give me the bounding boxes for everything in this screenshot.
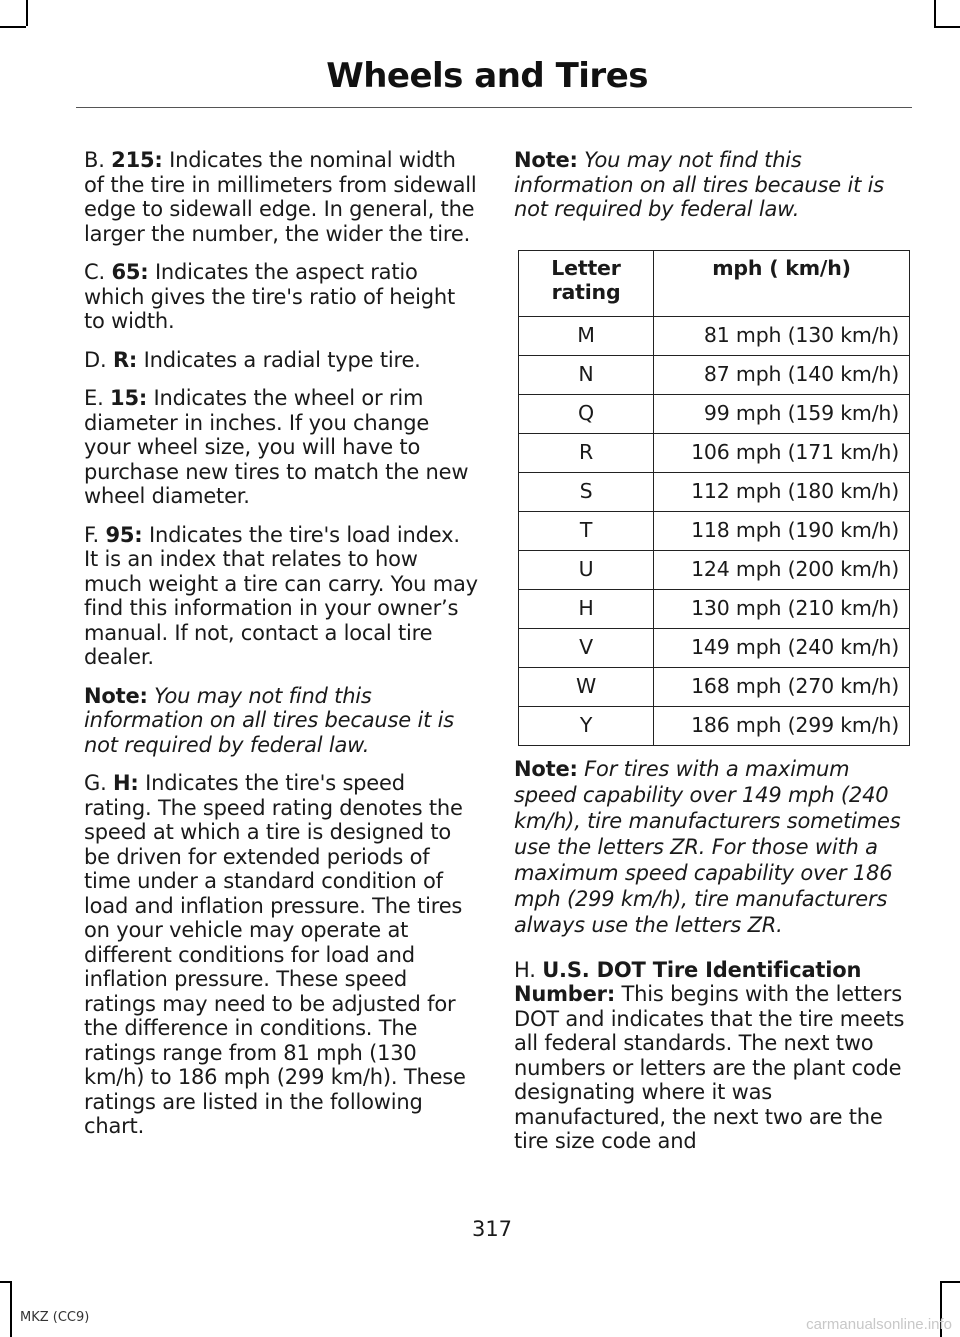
item-text: Indicates the tire's speed rating. The speed rating denotes the speed at which a tire is designed to be driven for extended periods of time under a standard condition of load and inflation pressure. The tires on your vehicle may operate at different conditions for load and inflation pressure. These speed ratings may need to be adjusted for the difference in conditions. The ratings range from 81 mph (130 km/h) to 186 mph (299 km/h). These ratings are listed in the following chart. [84,771,466,1138]
speed-cell: 168 mph (270 km/h) [654,667,910,706]
item-letter: H. [514,957,536,982]
item-g [84,771,478,1139]
item-code: 65: [111,260,149,284]
item-code: U.S. DOT Tire Identification Number: [514,957,862,1006]
item-code: H: [113,771,139,795]
speed-cell: 87 mph (140 km/h) [654,355,910,394]
letter-cell: W [519,667,654,706]
table-row [519,355,910,394]
note-label: Note: [514,148,578,172]
table-row [519,667,910,706]
table-row [519,394,910,433]
crop-mark-bottom-left [10,1281,12,1337]
letter-cell: T [519,511,654,550]
page-number: 317 [471,1217,513,1241]
left-column [84,148,478,1153]
table-row [519,589,910,628]
crop-mark-bottom-right [940,1281,960,1283]
note-federal-law [514,148,912,222]
speed-cell: 81 mph (130 km/h) [654,316,910,355]
item-d [84,348,478,373]
item-letter: C. [84,260,105,284]
item-code: 95: [105,522,143,547]
page-title: Wheels and Tires [326,56,648,96]
table-row [519,706,910,745]
note-text: You may not find this information on all tires because it is not required by federal law. [514,148,884,221]
speed-cell: 106 mph (171 km/h) [654,433,910,472]
header-divider [76,107,912,108]
item-text: This begins with the letters DOT and indicates that the tire meets all federal standards. The next two numbers or letters are the plant code designating where it was manufactured, the next two are the tire size code and [514,982,905,1153]
note-text: You may not find this information on all tires because it is not required by federal law. [84,683,454,757]
letter-cell: N [519,355,654,394]
item-code: R: [112,347,138,372]
crop-mark-top-left [0,26,26,28]
crop-mark-top-right [934,26,960,28]
item-letter: F. [84,522,99,547]
item-letter: B. [84,148,105,172]
note-text: For tires with a maximum speed capability over 149 mph (240 km/h), tire manufacturers sometimes use the letters ZR. For those with a maximum speed capability over 186 mph (299 km/h), tire manufacturers always use the letters ZR. [514,756,901,937]
item-code: 15: [110,386,148,410]
column-header-letter-rating: Letter rating [519,250,654,316]
letter-cell: V [519,628,654,667]
letter-cell: S [519,472,654,511]
crop-mark-top-right [934,0,936,26]
letter-cell: U [519,550,654,589]
speed-rating-table [518,250,910,746]
letter-cell: Y [519,706,654,745]
speed-cell: 186 mph (299 km/h) [654,706,910,745]
letter-cell: H [519,589,654,628]
item-letter: D. [84,347,107,372]
column-header-speed: mph ( km/h) [654,250,910,316]
note-federal-law [84,684,478,758]
item-code: 215: [111,148,163,172]
speed-cell: 118 mph (190 km/h) [654,511,910,550]
note-label: Note: [514,756,578,781]
item-text: Indicates the nominal width of the tire in millimeters from sidewall edge to sidewall edge. In general, the larger the number, the wider the tire. [84,148,477,246]
speed-cell: 112 mph (180 km/h) [654,472,910,511]
item-letter: E. [84,386,104,410]
table-row [519,550,910,589]
letter-cell: Q [519,394,654,433]
item-h [514,958,912,1154]
speed-cell: 130 mph (210 km/h) [654,589,910,628]
item-text: Indicates the aspect ratio which gives the tire's ratio of height to width. [84,260,456,333]
item-e [84,386,478,509]
footer-model: MKZ (CC9) [20,1310,90,1325]
note-zr-letters [514,756,912,938]
item-text: Indicates the wheel or rim diameter in inches. If you change your wheel size, you will have to purchase new tires to match the new wheel diameter. [84,386,469,508]
table-row [519,316,910,355]
right-column [514,148,912,1168]
table-row [519,628,910,667]
item-f [84,523,478,670]
item-c [84,260,478,334]
note-label: Note: [84,683,148,708]
speed-cell: 124 mph (200 km/h) [654,550,910,589]
table-row [519,433,910,472]
item-text: Indicates a radial type tire. [137,347,421,372]
letter-cell: M [519,316,654,355]
watermark: carmanualsonline.info [806,1316,952,1333]
table-row [519,472,910,511]
item-text: Indicates the tire's load index. It is an index that relates to how much weight a tire can carry. You may find this information in your owner’s manual. If not, contact a local tire dealer. [84,522,478,669]
item-b [84,148,478,246]
item-letter: G. [84,771,107,795]
letter-cell: R [519,433,654,472]
crop-mark-bottom-left [0,1281,10,1283]
table-header-row [519,250,910,316]
table-row [519,511,910,550]
speed-cell: 149 mph (240 km/h) [654,628,910,667]
speed-cell: 99 mph (159 km/h) [654,394,910,433]
crop-mark-top-left [26,0,28,26]
